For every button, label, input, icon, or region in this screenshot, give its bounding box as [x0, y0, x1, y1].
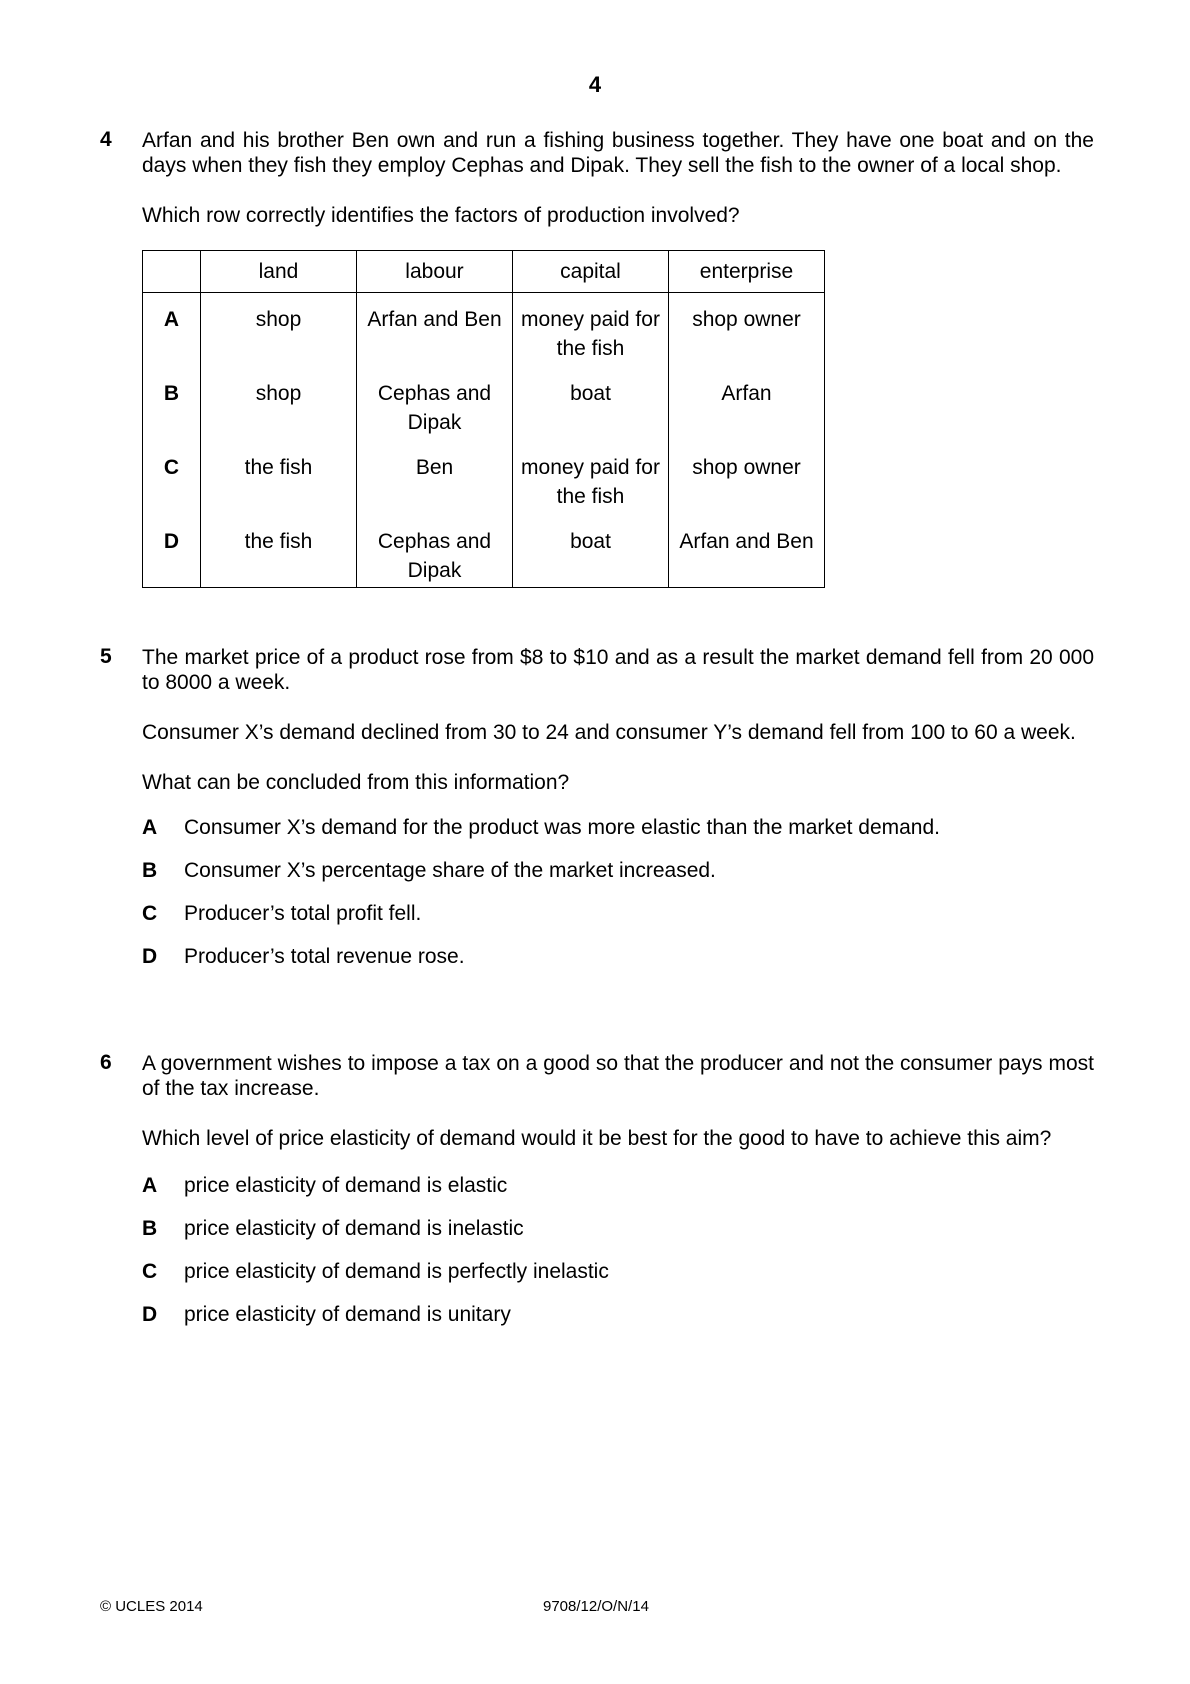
answer-option-d[interactable] — [142, 944, 1094, 969]
table-cell: money paid for the fish — [513, 293, 669, 374]
answer-option-b[interactable] — [142, 858, 1094, 883]
table-cell: boat — [513, 373, 669, 447]
row-letter: B — [143, 373, 201, 447]
answer-option-c[interactable] — [142, 1259, 1094, 1284]
question-prompt: What can be concluded from this information? — [142, 771, 570, 794]
table-header-cell: land — [201, 251, 357, 293]
option-text: price elasticity of demand is elastic — [184, 1174, 508, 1197]
table-cell: Cephas and Dipak — [357, 373, 513, 447]
table-header-cell: enterprise — [669, 251, 825, 293]
table-cell: Ben — [357, 447, 513, 521]
table-cell: shop owner — [669, 447, 825, 521]
row-letter: D — [143, 521, 201, 588]
question-stem-2: Consumer X’s demand declined from 30 to 24 and consumer Y’s demand fell from 100 to 60 a week. — [142, 721, 1076, 744]
option-letter: C — [142, 902, 158, 925]
question-prompt: Which level of price elasticity of demand would it be best for the good to have to achieve this aim? — [142, 1127, 1052, 1150]
question-prompt: Which row correctly identifies the factors of production involved? — [142, 204, 740, 227]
table-cell: shop — [201, 293, 357, 374]
table-header-cell — [143, 251, 201, 293]
table-cell: the fish — [201, 521, 357, 588]
factors-table — [142, 250, 825, 588]
table-cell: Arfan — [669, 373, 825, 447]
table-cell: money paid for the fish — [513, 447, 669, 521]
answer-option-a[interactable] — [142, 1173, 1094, 1198]
question-stem: Arfan and his brother Ben own and run a fishing business together. They have one boat and on the days when they fish they employ Cephas and Dipak. They sell the fish to the owner of a local shop. — [142, 129, 1094, 177]
table-header-cell: capital — [513, 251, 669, 293]
question-5 — [100, 645, 1100, 987]
table-row — [143, 521, 825, 588]
table-row — [143, 293, 825, 374]
question-4 — [100, 128, 1100, 588]
question-number: 5 — [100, 645, 112, 668]
table-cell: Cephas and Dipak — [357, 521, 513, 588]
table-cell: the fish — [201, 447, 357, 521]
option-letter: C — [142, 1260, 158, 1283]
table-cell: boat — [513, 521, 669, 588]
option-text: Consumer X’s percentage share of the market increased. — [184, 859, 716, 882]
answer-option-c[interactable] — [142, 901, 1094, 926]
option-text: price elasticity of demand is perfectly inelastic — [184, 1260, 609, 1283]
table-cell: Arfan and Ben — [669, 521, 825, 588]
table-cell: shop — [201, 373, 357, 447]
table-cell: Arfan and Ben — [357, 293, 513, 374]
question-6 — [100, 1051, 1100, 1345]
option-letter: B — [142, 1217, 158, 1240]
copyright-footer: © UCLES 2014 — [100, 1598, 203, 1615]
option-letter: D — [142, 945, 158, 968]
page-number: 4 — [588, 72, 602, 97]
option-letter: D — [142, 1303, 158, 1326]
question-stem: A government wishes to impose a tax on a good so that the producer and not the consumer pays most of the tax increase. — [142, 1052, 1094, 1100]
table-row — [143, 373, 825, 447]
option-letter: A — [142, 1174, 158, 1197]
paper-code-footer: 9708/12/O/N/14 — [543, 1598, 649, 1615]
option-text: Producer’s total revenue rose. — [184, 945, 465, 968]
question-number: 6 — [100, 1051, 112, 1074]
table-row — [143, 447, 825, 521]
answer-option-b[interactable] — [142, 1216, 1094, 1241]
option-text: price elasticity of demand is unitary — [184, 1303, 511, 1326]
option-text: Producer’s total profit fell. — [184, 902, 422, 925]
table-header-row — [143, 251, 825, 293]
option-text: Consumer X’s demand for the product was more elastic than the market demand. — [184, 816, 940, 839]
option-letter: A — [142, 816, 158, 839]
option-text: price elasticity of demand is inelastic — [184, 1217, 524, 1240]
table-cell: shop owner — [669, 293, 825, 374]
table-header-cell: labour — [357, 251, 513, 293]
row-letter: A — [143, 293, 201, 374]
question-number: 4 — [100, 128, 112, 151]
question-stem: The market price of a product rose from $8 to $10 and as a result the market demand fell from 20 000 to 8000 a week. — [142, 646, 1094, 694]
answer-option-a[interactable] — [142, 815, 1094, 840]
row-letter: C — [143, 447, 201, 521]
option-letter: B — [142, 859, 158, 882]
answer-option-d[interactable] — [142, 1302, 1094, 1327]
